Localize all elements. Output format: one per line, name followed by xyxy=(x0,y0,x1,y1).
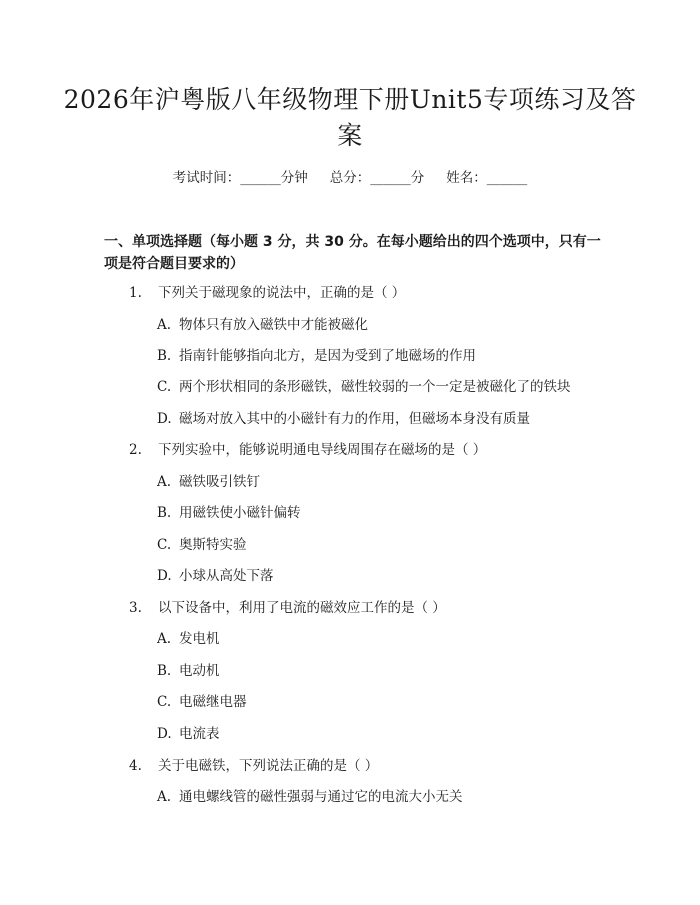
question-text: 下列关于磁现象的说法中，正确的是（ ） xyxy=(158,285,406,301)
option-letter: B. xyxy=(157,348,172,364)
option-text: 电动机 xyxy=(179,663,220,679)
question-1 xyxy=(129,283,405,303)
option-letter: D. xyxy=(157,726,172,742)
option-letter: B. xyxy=(157,505,172,521)
question-number: 3. xyxy=(129,600,142,616)
option-letter: D. xyxy=(157,411,172,427)
option-letter: A. xyxy=(157,474,172,490)
option-letter: A. xyxy=(157,631,172,647)
option-letter: A. xyxy=(157,317,172,333)
option-text: 发电机 xyxy=(179,631,220,647)
question-4 xyxy=(129,756,378,776)
question-text: 下列实验中，能够说明通电导线周围存在磁场的是（ ） xyxy=(158,442,487,458)
question-4-option-a xyxy=(157,787,463,807)
question-number: 4. xyxy=(129,758,142,774)
option-text: 磁场对放入其中的小磁针有力的作用，但磁场本身没有质量 xyxy=(179,411,530,427)
question-3-option-c xyxy=(157,692,247,712)
question-2-option-d xyxy=(157,566,274,586)
exam-meta xyxy=(0,168,700,188)
option-text: 磁铁吸引铁钉 xyxy=(179,474,260,490)
option-text: 物体只有放入磁铁中才能被磁化 xyxy=(179,317,368,333)
option-text: 奥斯特实验 xyxy=(179,537,247,553)
question-2-option-a xyxy=(157,472,260,492)
total-score-label: 总分：______分 xyxy=(329,170,425,186)
question-text: 以下设备中，利用了电流的磁效应工作的是（ ） xyxy=(158,600,446,616)
question-3-option-b xyxy=(157,661,220,681)
option-letter: C. xyxy=(157,537,172,553)
question-number: 1. xyxy=(129,285,142,301)
student-name-label: 姓名：______ xyxy=(446,170,528,186)
question-2 xyxy=(129,440,486,460)
question-1-option-a xyxy=(157,315,368,335)
question-1-option-c xyxy=(157,377,571,397)
option-text: 指南针能够指向北方，是因为受到了地磁场的作用 xyxy=(179,348,476,364)
option-text: 小球从高处下落 xyxy=(179,568,274,584)
option-letter: C. xyxy=(157,379,172,395)
question-1-option-d xyxy=(157,409,530,429)
question-number: 2. xyxy=(129,442,142,458)
question-3 xyxy=(129,598,446,618)
question-3-option-d xyxy=(157,724,220,744)
option-text: 电流表 xyxy=(179,726,220,742)
exam-time-label: 考试时间：______分钟 xyxy=(172,170,308,186)
option-text: 电磁继电器 xyxy=(179,694,247,710)
document-title: 2026年沪粤版八年级物理下册Unit5专项练习及答案 xyxy=(63,85,637,150)
option-letter: A. xyxy=(157,789,172,805)
option-letter: D. xyxy=(157,568,172,584)
question-2-option-c xyxy=(157,535,247,555)
option-text: 用磁铁使小磁针偏转 xyxy=(179,505,301,521)
option-text: 通电螺线管的磁性强弱与通过它的电流大小无关 xyxy=(179,789,463,805)
question-2-option-b xyxy=(157,503,301,523)
question-text: 关于电磁铁，下列说法正确的是（ ） xyxy=(158,758,379,774)
question-3-option-a xyxy=(157,629,220,649)
question-1-option-b xyxy=(157,346,476,366)
option-text: 两个形状相同的条形磁铁，磁性较弱的一个一定是被磁化了的铁块 xyxy=(179,379,571,395)
section-heading: 一、单项选择题（每小题 3 分，共 30 分。在每小题给出的四个选项中，只有一项是符合题目要求的） xyxy=(104,234,601,272)
option-letter: B. xyxy=(157,663,172,679)
option-letter: C. xyxy=(157,694,172,710)
